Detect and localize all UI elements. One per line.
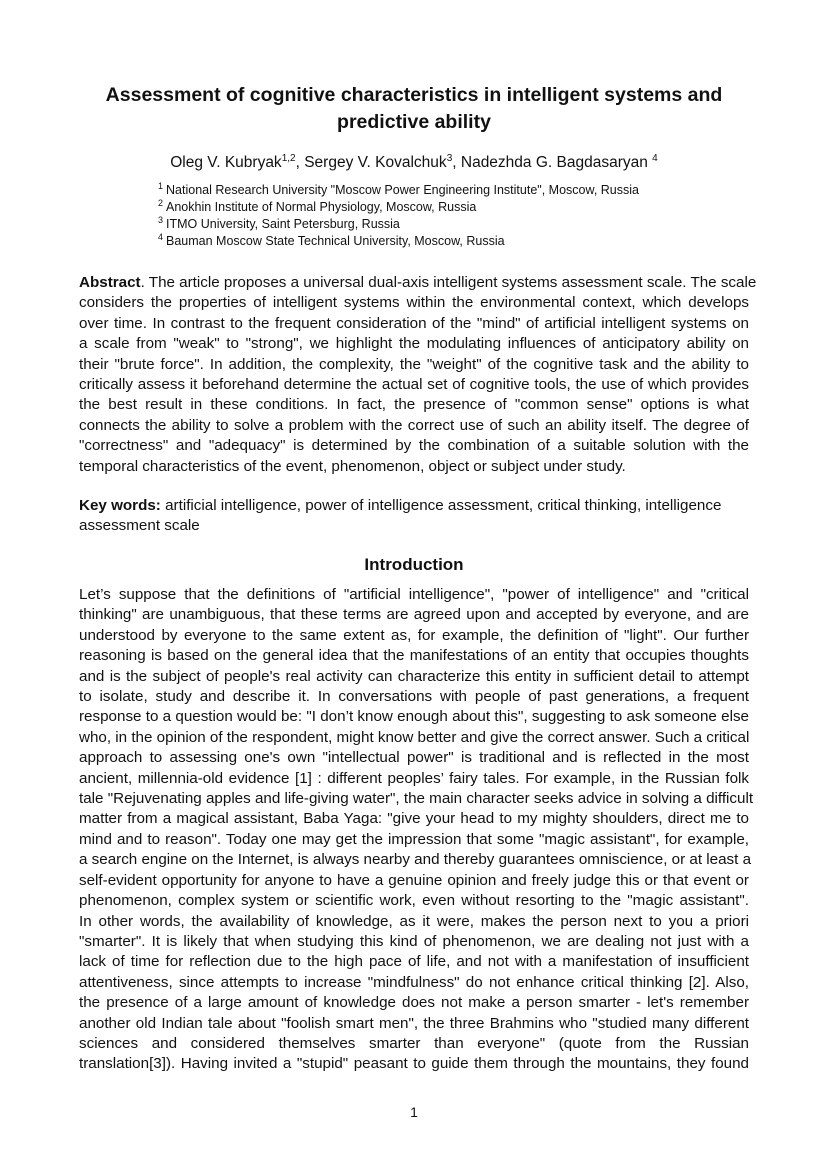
affiliation-text: ITMO University, Saint Petersburg, Russia: [166, 217, 400, 231]
title-line: Assessment of cognitive characteristics in intelligent systems and: [105, 84, 723, 106]
affiliation-item: [158, 233, 639, 250]
introduction-body: [79, 585, 754, 1075]
keywords-line: assessment scale: [79, 517, 200, 535]
author-name: Nadezhda G. Bagdasaryan: [460, 154, 648, 171]
introduction-line: reasoning is based on the general idea that the manifestations of an entity that occupies thoughts: [79, 647, 749, 665]
abstract-line: [79, 273, 757, 293]
affiliation-text: National Research University "Moscow Power Engineering Institute", Moscow, Russia: [166, 183, 639, 197]
introduction-line: In other words, the availability of knowledge, as it were, makes the person next to you a priori: [79, 912, 749, 930]
keywords-line: [79, 496, 749, 516]
keywords-text: artificial intelligence, power of intelligence assessment, critical thinking, intelligence: [160, 497, 722, 514]
affiliation-text: Anokhin Institute of Normal Physiology, Moscow, Russia: [166, 200, 477, 214]
introduction-line: to isolate, study and describe it. In conversations with people of past generations, a frequent: [79, 688, 749, 706]
abstract-line: temporal characteristics of the event, phenomenon, object or subject under study.: [79, 457, 626, 475]
introduction-line: mind and to reason". Today one may get the impression that some "magic assistant", for example,: [79, 830, 749, 848]
introduction-line: attentiveness, since attempts to increase "mindfulness" do not enhance critical thinking [2]. Also,: [79, 973, 749, 991]
introduction-line: lack of time for reflection due to the high pace of life, and not with a manifestation of insufficient: [79, 953, 749, 971]
author-list: Oleg V. Kubryak$^{1,2}$, Sergey V. Kovalchuk$^3$, Nadezhda G. Bagdasaryan $^4$: [170, 152, 658, 171]
abstract-text: . The article proposes a universal dual-axis intelligent systems assessment scale. The scale: [140, 274, 757, 291]
author-name: Sergey V. Kovalchuk: [304, 154, 447, 171]
introduction-line: ancient, millennia-old evidence [1] : different peoples’ fairy tales. For example, in the Russian folk: [79, 769, 749, 787]
author-affil-sup: 1,2: [281, 152, 296, 164]
affiliation-sup: 3: [158, 214, 164, 225]
affiliation-text: Bauman Moscow State Technical University, Moscow, Russia: [166, 234, 505, 248]
title-line: predictive ability: [337, 111, 491, 133]
affiliation-item: [158, 182, 639, 199]
introduction-line: approach to assessing one's own "intellectual power" is traditional and is reflected in the most: [79, 749, 749, 767]
introduction-line: Let’s suppose that the definitions of "artificial intelligence", "power of intelligence" and "critical: [79, 586, 749, 603]
keywords-label: Key words:: [79, 497, 161, 514]
author-affil-sup: 3: [446, 152, 453, 164]
abstract-line: "correctness" and "adequacy" is determined by the combination of a suitable solution with the: [79, 437, 749, 455]
affiliation-item: [158, 199, 639, 216]
introduction-line: who, in the opinion of the respondent, might know better and give the correct answer. Such a critical: [79, 728, 750, 746]
introduction-line: phenomenon, complex system or scientific work, even without resorting to the "magic assistant".: [79, 892, 749, 910]
abstract-line: a scale from "weak" to "strong", we highlight the modulating influences of anticipatory ability on: [79, 335, 749, 353]
abstract: [79, 273, 757, 477]
introduction-line: a search engine on the Internet, is always nearby and thereby guarantees omniscience, or at least a: [79, 851, 752, 869]
affiliation-item: [158, 216, 639, 233]
introduction-line: another old Indian tale about "foolish smart men", the three Brahmins who "studied many different: [79, 1014, 749, 1032]
abstract-line: the best result in these conditions. In fact, the presence of "common sense" options is what: [79, 396, 749, 414]
abstract-line: considers the properties of intelligent systems within the environmental context, which develops: [79, 294, 749, 312]
section-heading-introduction: Introduction: [364, 555, 464, 574]
affiliation-sup: 2: [158, 197, 164, 208]
introduction-line: and is the subject of people's real activity can characterize this entity in sufficient detail to attempt: [79, 667, 749, 685]
author-name: Oleg V. Kubryak: [170, 154, 282, 171]
page-number: 1: [410, 1104, 418, 1120]
keywords: [79, 496, 749, 537]
abstract-label: Abstract: [79, 274, 141, 291]
introduction-line: response to a question would be: "I don’t know enough about this", suggesting to ask someone else: [79, 708, 749, 726]
abstract-line: connects the ability to solve a problem with the correct use of such an ability itself. The degree of: [79, 416, 749, 434]
introduction-line: "smarter". It is likely that when studying this kind of phenomenon, we are dealing not just with a: [79, 932, 749, 950]
introduction-line: tale "Rejuvenating apples and life-giving water", the main character seeks advice in solving a difficult: [79, 790, 754, 808]
author-affil-sup: 4: [652, 152, 658, 164]
abstract-line: over time. In contrast to the frequent consideration of the "mind" of artificial intelligent systems on: [79, 314, 749, 332]
abstract-line: their "brute force". In addition, the complexity, the "weight" of the cognitive task and the ability to: [79, 355, 749, 373]
introduction-line: sciences and considered themselves smarter than everyone" (quote from the Russian: [79, 1034, 749, 1052]
affiliation-list: [158, 182, 639, 250]
introduction-line: thinking" are unambiguous, that these terms are agreed upon and accepted by everyone, and are: [79, 606, 749, 624]
paper-title: [80, 82, 748, 136]
abstract-line: critically assess it beforehand determine the actual set of cognitive tools, the use of which provides: [79, 376, 749, 394]
introduction-line: translation[3]). Having invited a "stupid" peasant to guide them through the mountains, they found: [79, 1055, 749, 1073]
affiliation-sup: 4: [158, 231, 164, 242]
affiliation-sup: 1: [158, 180, 164, 191]
introduction-line: the presence of a large amount of knowledge does not make a person smarter - let's remember: [79, 994, 749, 1012]
introduction-line: self-evident opportunity for anyone to have a genuine opinion and freely judge this or that event or: [79, 871, 749, 889]
introduction-line: matter from a magical assistant, Baba Yaga: "give your head to my mighty shoulders, direct me to: [79, 810, 749, 828]
introduction-line: understood by everyone to the same extent as, for example, the definition of "light". Our further: [79, 626, 749, 644]
